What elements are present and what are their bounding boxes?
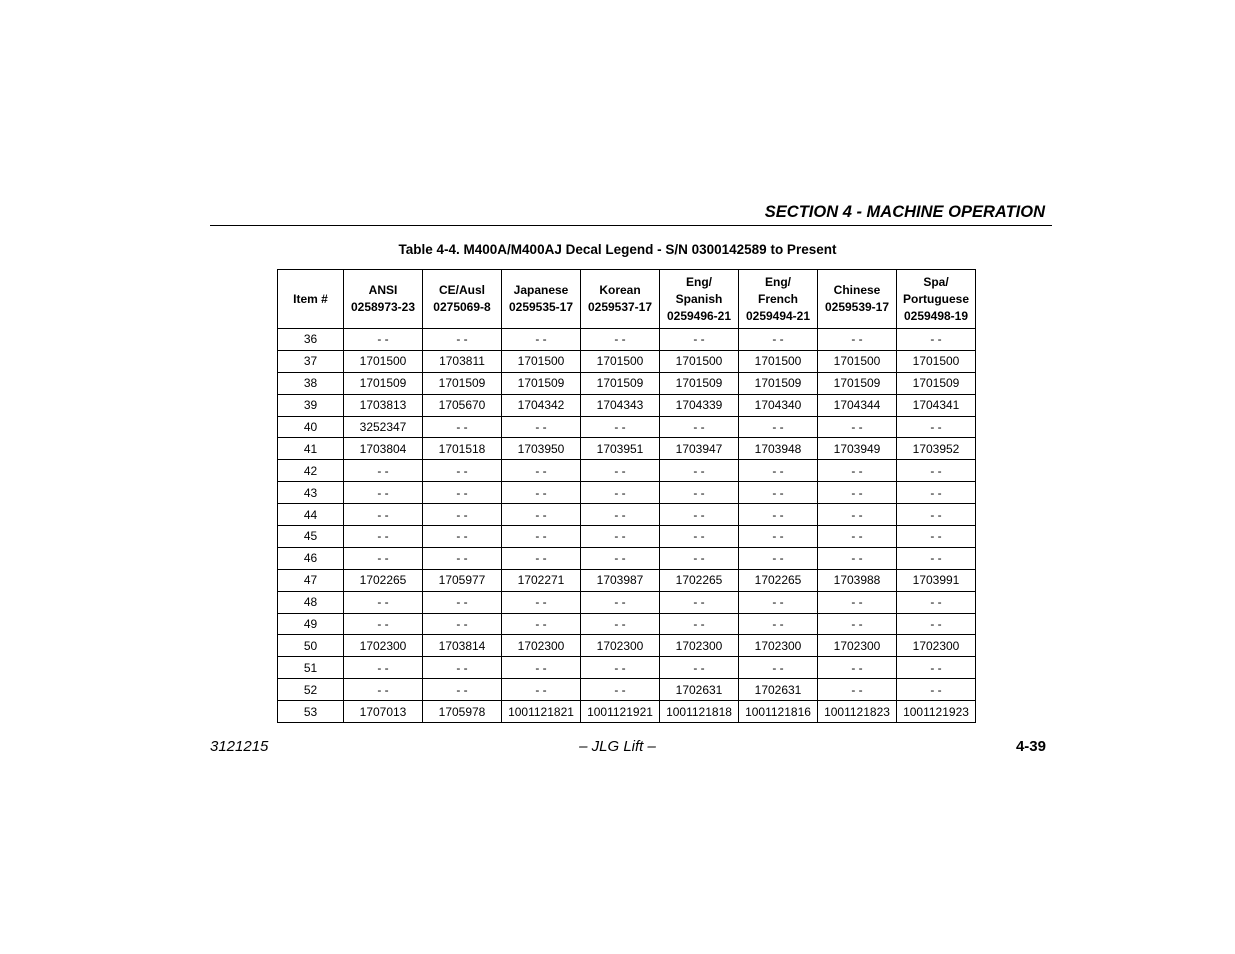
table-row bbox=[278, 526, 976, 548]
decal-number-cell: 1702300 bbox=[344, 635, 423, 657]
decal-number-cell: - - bbox=[581, 526, 660, 548]
decal-number-cell: - - bbox=[502, 657, 581, 679]
decal-number-cell: 1703804 bbox=[344, 438, 423, 460]
decal-number-cell: - - bbox=[897, 460, 976, 482]
table-row bbox=[278, 329, 976, 351]
decal-number-cell: 1702631 bbox=[660, 679, 739, 701]
column-header bbox=[818, 270, 897, 329]
decal-number-cell: 1001121818 bbox=[660, 701, 739, 723]
decal-number-cell: 1705977 bbox=[423, 569, 502, 591]
column-header-line: 0259496-21 bbox=[666, 308, 732, 323]
decal-number-cell: - - bbox=[897, 416, 976, 438]
decal-number-cell: 1001121816 bbox=[739, 701, 818, 723]
decal-number-cell: - - bbox=[344, 613, 423, 635]
decal-number-cell: - - bbox=[344, 329, 423, 351]
table-row bbox=[278, 394, 976, 416]
decal-number-cell: - - bbox=[897, 613, 976, 635]
item-number-cell: 38 bbox=[278, 372, 344, 394]
item-number-cell: 42 bbox=[278, 460, 344, 482]
decal-number-cell: - - bbox=[581, 591, 660, 613]
decal-number-cell: - - bbox=[818, 504, 897, 526]
item-number-cell: 51 bbox=[278, 657, 344, 679]
decal-number-cell: 1701500 bbox=[897, 350, 976, 372]
decal-number-cell: - - bbox=[344, 591, 423, 613]
table-row bbox=[278, 438, 976, 460]
decal-number-cell: 1704342 bbox=[502, 394, 581, 416]
decal-number-cell: - - bbox=[502, 591, 581, 613]
decal-number-cell: - - bbox=[423, 547, 502, 569]
table-row bbox=[278, 350, 976, 372]
decal-number-cell: - - bbox=[897, 504, 976, 526]
decal-number-cell: - - bbox=[581, 482, 660, 504]
decal-number-cell: - - bbox=[502, 679, 581, 701]
decal-number-cell: 1001121923 bbox=[897, 701, 976, 723]
decal-number-cell: 1702300 bbox=[660, 635, 739, 657]
table-header-row bbox=[278, 270, 976, 329]
column-header-line: Korean bbox=[599, 283, 641, 297]
column-header-line: 0259494-21 bbox=[745, 308, 811, 323]
decal-number-cell: - - bbox=[897, 547, 976, 569]
decal-number-cell: 1701500 bbox=[739, 350, 818, 372]
column-header-line: French bbox=[757, 291, 798, 306]
decal-number-cell: 1701509 bbox=[818, 372, 897, 394]
decal-number-cell: - - bbox=[739, 482, 818, 504]
decal-number-cell: 1702631 bbox=[739, 679, 818, 701]
decal-number-cell: - - bbox=[344, 504, 423, 526]
table-row bbox=[278, 482, 976, 504]
decal-number-cell: - - bbox=[502, 526, 581, 548]
section-header bbox=[210, 203, 1052, 226]
decal-number-cell: 1703811 bbox=[423, 350, 502, 372]
decal-number-cell: - - bbox=[581, 460, 660, 482]
decal-number-cell: 1701500 bbox=[344, 350, 423, 372]
decal-number-cell: 1702300 bbox=[739, 635, 818, 657]
table-row bbox=[278, 657, 976, 679]
decal-number-cell: - - bbox=[502, 416, 581, 438]
decal-number-cell: 1704344 bbox=[818, 394, 897, 416]
decal-number-cell: - - bbox=[502, 547, 581, 569]
decal-number-cell: 1701509 bbox=[423, 372, 502, 394]
decal-number-cell: - - bbox=[344, 460, 423, 482]
decal-number-cell: 1702300 bbox=[818, 635, 897, 657]
decal-number-cell: - - bbox=[897, 657, 976, 679]
decal-number-cell: - - bbox=[502, 504, 581, 526]
decal-number-cell: 1703951 bbox=[581, 438, 660, 460]
decal-number-cell: - - bbox=[344, 482, 423, 504]
decal-number-cell: 3252347 bbox=[344, 416, 423, 438]
item-number-cell: 50 bbox=[278, 635, 344, 657]
decal-number-cell: - - bbox=[897, 482, 976, 504]
column-header bbox=[660, 270, 739, 329]
decal-number-cell: - - bbox=[660, 613, 739, 635]
decal-number-cell: - - bbox=[581, 613, 660, 635]
item-number-cell: 45 bbox=[278, 526, 344, 548]
decal-number-cell: - - bbox=[581, 329, 660, 351]
decal-number-cell: - - bbox=[502, 460, 581, 482]
table-row bbox=[278, 372, 976, 394]
decal-number-cell: 1701509 bbox=[581, 372, 660, 394]
item-number-cell: 44 bbox=[278, 504, 344, 526]
decal-number-cell: 1001121821 bbox=[502, 701, 581, 723]
decal-number-cell: 1703813 bbox=[344, 394, 423, 416]
decal-number-cell: - - bbox=[660, 416, 739, 438]
decal-number-cell: 1702271 bbox=[502, 569, 581, 591]
decal-number-cell: 1703950 bbox=[502, 438, 581, 460]
decal-number-cell: - - bbox=[739, 657, 818, 679]
item-number-cell: 46 bbox=[278, 547, 344, 569]
table-row bbox=[278, 569, 976, 591]
table-row bbox=[278, 679, 976, 701]
decal-number-cell: 1702300 bbox=[581, 635, 660, 657]
decal-number-cell: - - bbox=[739, 329, 818, 351]
decal-number-cell: - - bbox=[739, 613, 818, 635]
decal-number-cell: - - bbox=[818, 416, 897, 438]
item-number-cell: 40 bbox=[278, 416, 344, 438]
decal-number-cell: 1701500 bbox=[581, 350, 660, 372]
decal-number-cell: - - bbox=[818, 591, 897, 613]
decal-number-cell: - - bbox=[897, 679, 976, 701]
decal-number-cell: 1704343 bbox=[581, 394, 660, 416]
decal-number-cell: - - bbox=[739, 526, 818, 548]
decal-number-cell: 1001121921 bbox=[581, 701, 660, 723]
table-row bbox=[278, 635, 976, 657]
decal-number-cell: - - bbox=[344, 526, 423, 548]
decal-number-cell: 1703991 bbox=[897, 569, 976, 591]
item-number-cell: 52 bbox=[278, 679, 344, 701]
table-row bbox=[278, 591, 976, 613]
item-number-cell: 41 bbox=[278, 438, 344, 460]
column-header-item bbox=[278, 270, 344, 329]
decal-number-cell: - - bbox=[502, 613, 581, 635]
decal-number-cell: 1701509 bbox=[897, 372, 976, 394]
decal-number-cell: 1701500 bbox=[502, 350, 581, 372]
decal-number-cell: 1701518 bbox=[423, 438, 502, 460]
decal-number-cell: 1703947 bbox=[660, 438, 739, 460]
decal-number-cell: - - bbox=[423, 657, 502, 679]
decal-number-cell: - - bbox=[581, 547, 660, 569]
decal-number-cell: 1703952 bbox=[897, 438, 976, 460]
decal-number-cell: - - bbox=[739, 416, 818, 438]
decal-number-cell: - - bbox=[581, 504, 660, 526]
page-number: 4-39 bbox=[1015, 738, 1046, 755]
decal-number-cell: - - bbox=[660, 547, 739, 569]
decal-number-cell: - - bbox=[739, 547, 818, 569]
decal-number-cell: 1703814 bbox=[423, 635, 502, 657]
decal-number-cell: - - bbox=[660, 504, 739, 526]
decal-number-cell: - - bbox=[502, 482, 581, 504]
decal-number-cell: - - bbox=[502, 329, 581, 351]
decal-number-cell: 1701509 bbox=[502, 372, 581, 394]
table-row bbox=[278, 613, 976, 635]
decal-number-cell: - - bbox=[818, 657, 897, 679]
table-row bbox=[278, 701, 976, 723]
table-row bbox=[278, 416, 976, 438]
decal-number-cell: 1704339 bbox=[660, 394, 739, 416]
column-header-line: Chinese bbox=[833, 283, 881, 297]
decal-number-cell: - - bbox=[660, 657, 739, 679]
column-header-line: 0258973-23 bbox=[350, 300, 416, 314]
column-header-line: Spanish bbox=[675, 291, 723, 306]
column-header-line: 0275069-8 bbox=[433, 300, 491, 314]
column-header bbox=[502, 270, 581, 329]
decal-number-cell: - - bbox=[344, 679, 423, 701]
column-header-line: 0259539-17 bbox=[824, 300, 890, 314]
decal-number-cell: 1703948 bbox=[739, 438, 818, 460]
item-number-cell: 47 bbox=[278, 569, 344, 591]
decal-number-cell: - - bbox=[423, 591, 502, 613]
section-title: SECTION 4 - MACHINE OPERATION bbox=[764, 203, 1045, 221]
decal-number-cell: - - bbox=[581, 416, 660, 438]
decal-number-cell: - - bbox=[739, 460, 818, 482]
column-header-line: Item # bbox=[293, 291, 328, 306]
decal-number-cell: - - bbox=[897, 591, 976, 613]
decal-number-cell: - - bbox=[423, 460, 502, 482]
decal-number-cell: 1701500 bbox=[660, 350, 739, 372]
decal-number-cell: - - bbox=[660, 526, 739, 548]
decal-number-cell: 1702265 bbox=[660, 569, 739, 591]
decal-number-cell: 1705978 bbox=[423, 701, 502, 723]
decal-number-cell: - - bbox=[818, 679, 897, 701]
decal-number-cell: 1703987 bbox=[581, 569, 660, 591]
item-number-cell: 49 bbox=[278, 613, 344, 635]
decal-number-cell: - - bbox=[818, 482, 897, 504]
footer-brand: – JLG Lift – bbox=[579, 738, 656, 755]
decal-number-cell: - - bbox=[423, 416, 502, 438]
item-number-cell: 39 bbox=[278, 394, 344, 416]
decal-number-cell: 1701500 bbox=[818, 350, 897, 372]
column-header-line: Spa/ bbox=[923, 274, 949, 289]
column-header bbox=[739, 270, 818, 329]
decal-number-cell: - - bbox=[739, 504, 818, 526]
decal-number-cell: - - bbox=[423, 329, 502, 351]
item-number-cell: 53 bbox=[278, 701, 344, 723]
decal-number-cell: 1702300 bbox=[502, 635, 581, 657]
decal-number-cell: - - bbox=[423, 504, 502, 526]
column-header-line: 0259535-17 bbox=[508, 300, 574, 314]
column-header-line: Japanese bbox=[513, 283, 569, 297]
table-row bbox=[278, 504, 976, 526]
column-header bbox=[581, 270, 660, 329]
decal-number-cell: 1701509 bbox=[660, 372, 739, 394]
item-number-cell: 37 bbox=[278, 350, 344, 372]
decal-number-cell: 1702300 bbox=[897, 635, 976, 657]
decal-number-cell: - - bbox=[818, 613, 897, 635]
item-number-cell: 43 bbox=[278, 482, 344, 504]
decal-number-cell: - - bbox=[660, 591, 739, 613]
decal-number-cell: 1704341 bbox=[897, 394, 976, 416]
table-caption: Table 4-4. M400A/M400AJ Decal Legend - S/N 0300142589 to Present bbox=[398, 242, 837, 257]
column-header bbox=[897, 270, 976, 329]
decal-number-cell: - - bbox=[818, 547, 897, 569]
table-row bbox=[278, 547, 976, 569]
decal-number-cell: - - bbox=[423, 679, 502, 701]
table-row bbox=[278, 460, 976, 482]
column-header bbox=[344, 270, 423, 329]
decal-number-cell: - - bbox=[739, 591, 818, 613]
decal-number-cell: - - bbox=[897, 526, 976, 548]
decal-number-cell: - - bbox=[581, 679, 660, 701]
table-body bbox=[278, 329, 976, 723]
decal-number-cell: 1701509 bbox=[739, 372, 818, 394]
decal-number-cell: 1702265 bbox=[739, 569, 818, 591]
column-header-line: 0259498-19 bbox=[903, 308, 969, 323]
decal-number-cell: 1704340 bbox=[739, 394, 818, 416]
decal-number-cell: 1702265 bbox=[344, 569, 423, 591]
decal-number-cell: 1705670 bbox=[423, 394, 502, 416]
decal-number-cell: 1707013 bbox=[344, 701, 423, 723]
column-header bbox=[423, 270, 502, 329]
decal-number-cell: 1703988 bbox=[818, 569, 897, 591]
decal-number-cell: - - bbox=[818, 526, 897, 548]
column-header-line: Portuguese bbox=[902, 291, 969, 306]
decal-number-cell: - - bbox=[423, 526, 502, 548]
column-header-line: CE/Ausl bbox=[438, 283, 485, 297]
decal-number-cell: - - bbox=[818, 460, 897, 482]
decal-number-cell: - - bbox=[660, 329, 739, 351]
column-header-line: 0259537-17 bbox=[587, 300, 653, 314]
item-number-cell: 48 bbox=[278, 591, 344, 613]
decal-number-cell: - - bbox=[897, 329, 976, 351]
column-header-line: Eng/ bbox=[686, 274, 712, 289]
item-number-cell: 36 bbox=[278, 329, 344, 351]
decal-number-cell: - - bbox=[423, 613, 502, 635]
decal-number-cell: - - bbox=[344, 547, 423, 569]
column-header-line: ANSI bbox=[368, 283, 398, 297]
decal-number-cell: - - bbox=[344, 657, 423, 679]
decal-number-cell: 1001121823 bbox=[818, 701, 897, 723]
decal-number-cell: 1703949 bbox=[818, 438, 897, 460]
decal-number-cell: 1701509 bbox=[344, 372, 423, 394]
decal-legend-table bbox=[277, 269, 976, 723]
decal-number-cell: - - bbox=[660, 482, 739, 504]
column-header-line: Eng/ bbox=[765, 274, 791, 289]
decal-number-cell: - - bbox=[660, 460, 739, 482]
decal-number-cell: - - bbox=[818, 329, 897, 351]
decal-number-cell: - - bbox=[423, 482, 502, 504]
document-number: 3121215 bbox=[210, 738, 269, 755]
decal-number-cell: - - bbox=[581, 657, 660, 679]
